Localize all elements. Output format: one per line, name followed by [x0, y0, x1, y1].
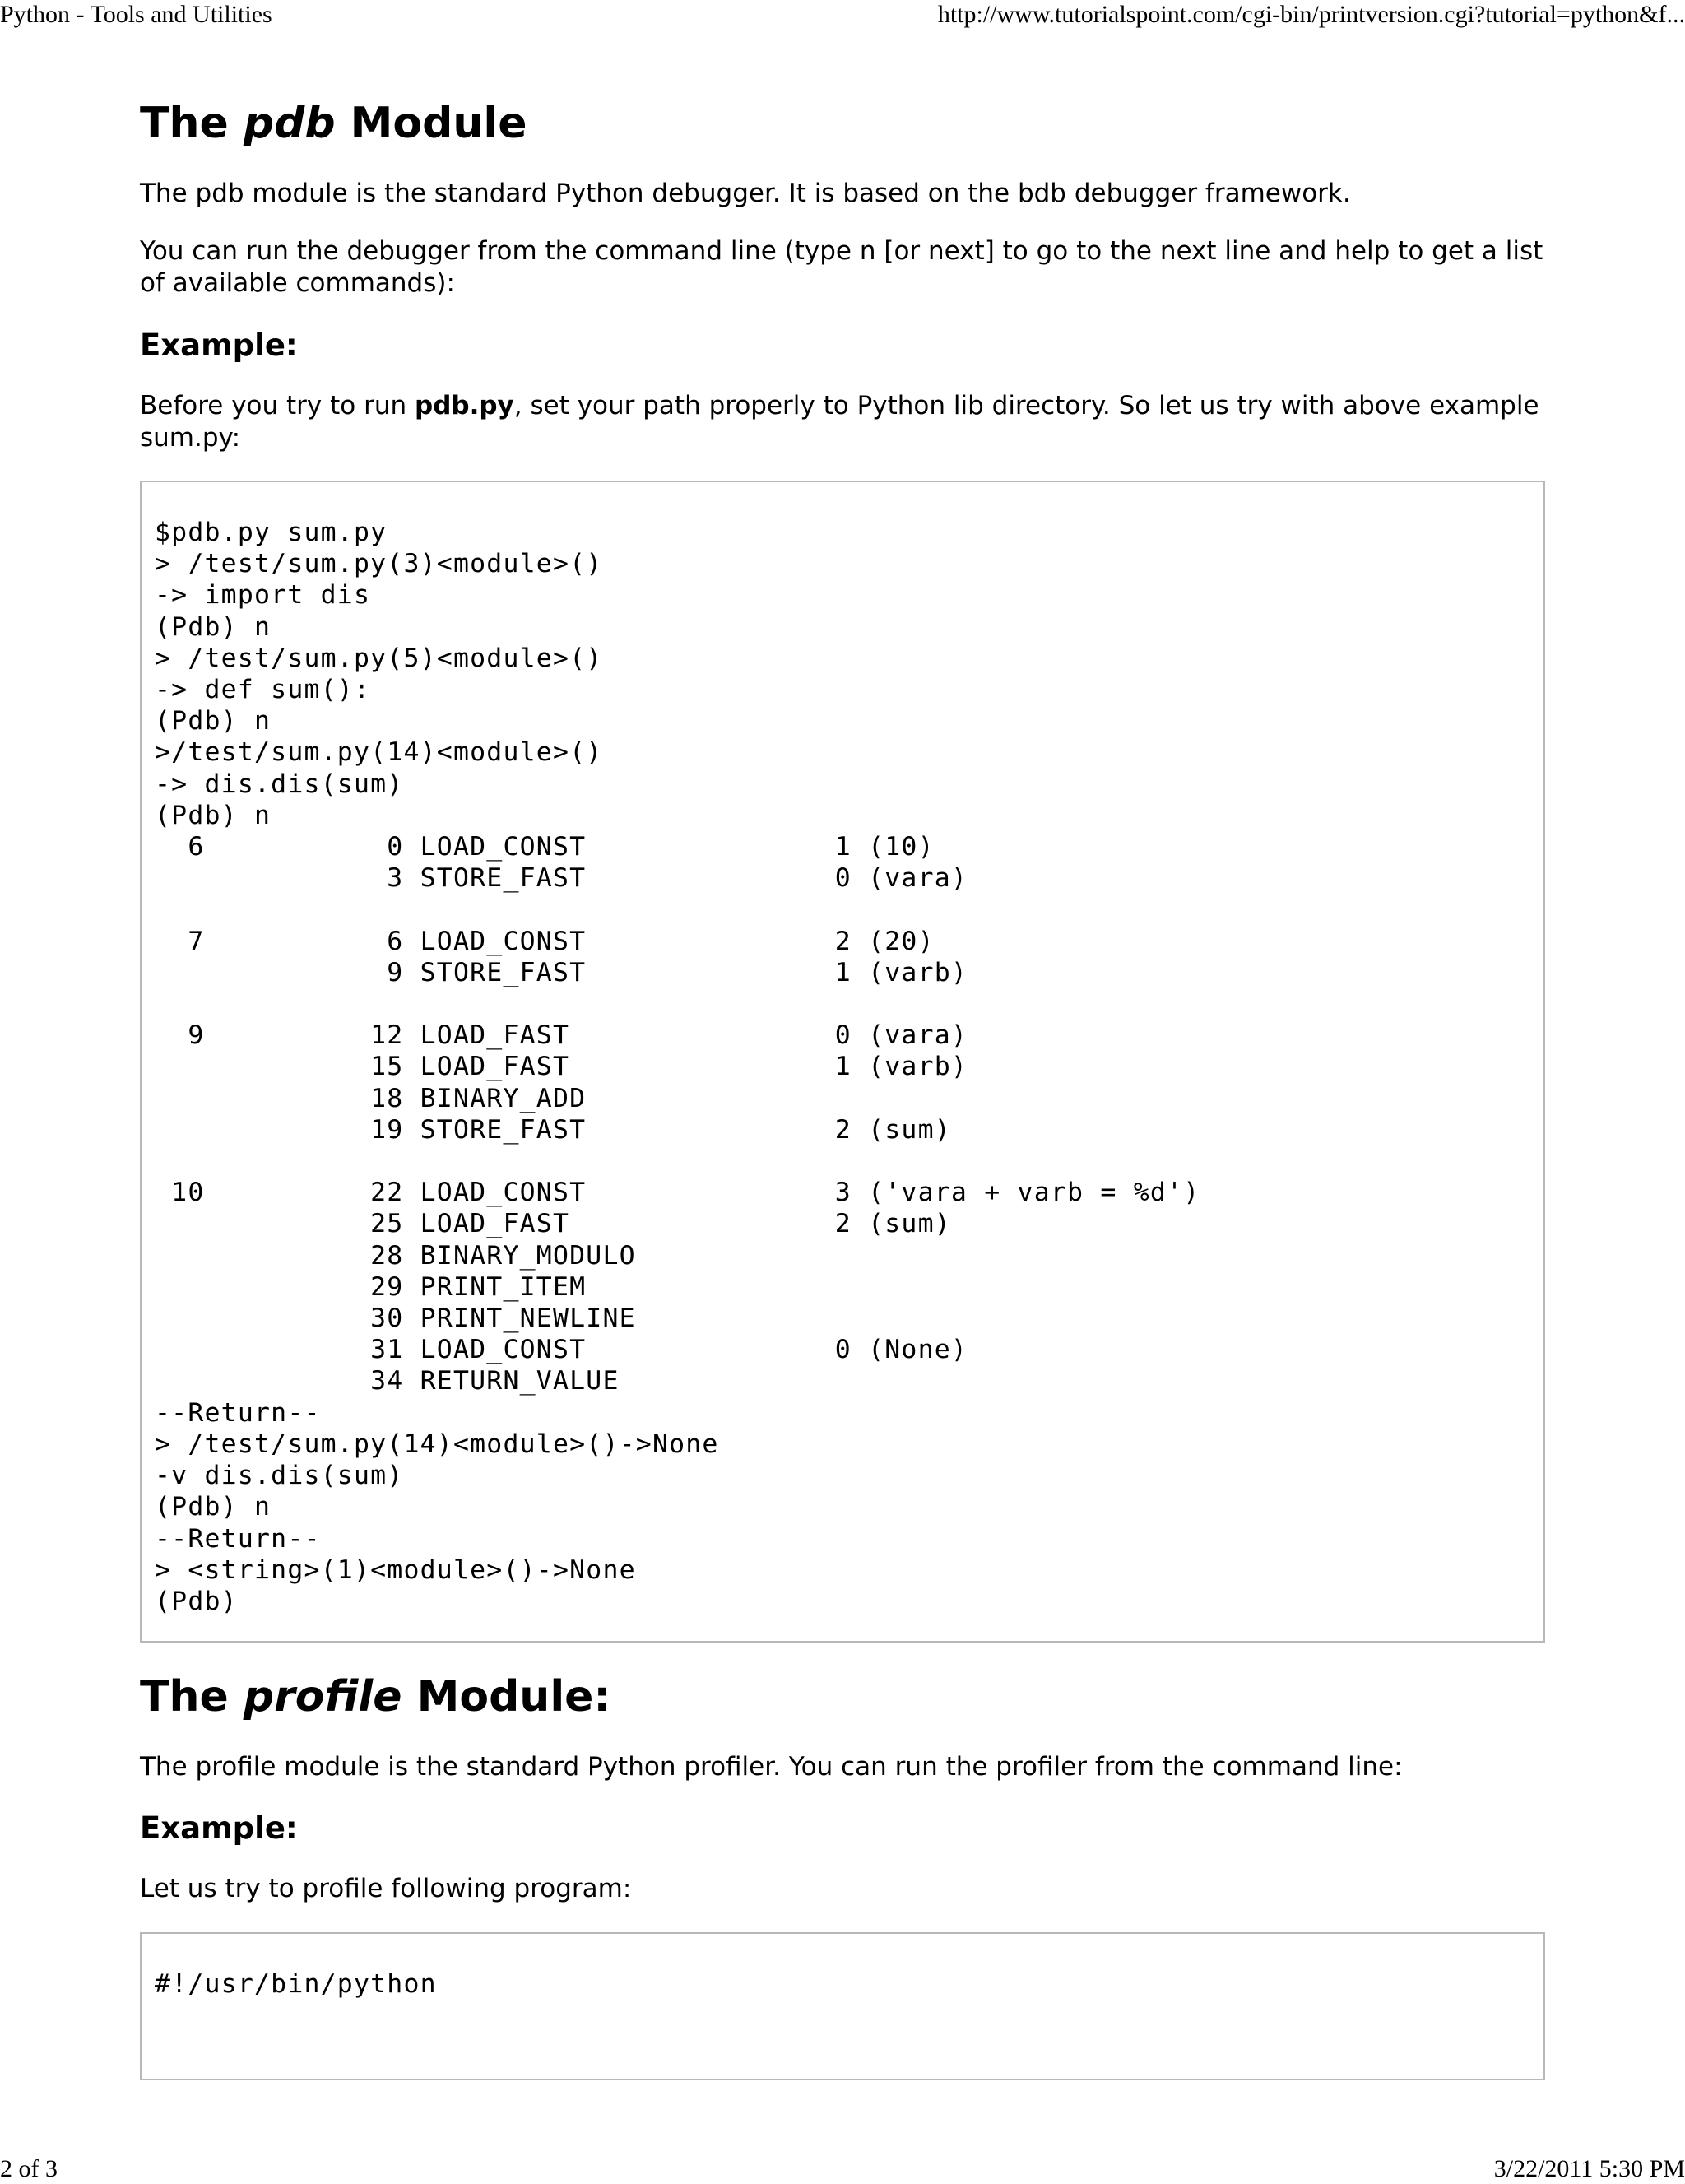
- profile-code-block: [140, 1932, 1545, 2080]
- pdb-example-text-post: , set your path properly to Python lib directory. So let us try with above example sum.py:: [140, 391, 1539, 453]
- pdb-code-block: [140, 481, 1545, 1643]
- profile-title-post: Module:: [402, 1672, 611, 1722]
- pdb-example-heading: Example:: [140, 328, 298, 363]
- pdb-intro-paragraph: The pdb module is the standard Python debugger. It is based on the bdb debugger framework.: [140, 179, 1351, 208]
- profile-title-em: profile: [243, 1672, 402, 1722]
- pdb-title-pre: The: [140, 99, 244, 148]
- profile-example-heading: Example:: [140, 1810, 298, 1846]
- page-number: 2 of 3: [0, 2155, 58, 2182]
- profile-intro-paragraph: The profile module is the standard Python profiler. You can run the profiler from the command line:: [140, 1752, 1403, 1782]
- profile-section-title: [140, 1671, 610, 1723]
- print-header-title: Python - Tools and Utilities: [0, 1, 272, 28]
- pdb-usage-paragraph: You can run the debugger from the command line (type n [or next] to go to the next line and help to get a list of available commands):: [140, 236, 1543, 298]
- profile-title-pre: The: [140, 1672, 244, 1722]
- pdb-title-post: Module: [335, 99, 527, 148]
- profile-example-paragraph: Let us try to profile following program:: [140, 1874, 632, 1903]
- pdb-example-paragraph: [140, 390, 1548, 454]
- pdb-code-text: $pdb.py sum.py > /test/sum.py(3)<module>() -> import dis (Pdb) n > /test/sum.py(5)<module>() -> def sum(): (Pdb) n >/test/sum.py(14)<module>() -> dis.dis(sum) (Pdb) n 6 0 LOAD_CONST 1 (10) 3 STORE_FAST 0 (vara) 7 6 LOAD_CONST 2 (20) 9 STORE_FAST 1 (varb) 9 12 LOAD_FAST 0 (vara) 15 LOAD_FAST 1 (varb) 18 BINARY_ADD 19 STORE_FAST 2 (sum) 10 22 LOAD_CONST 3 ('vara + varb = %d') 25 LOAD_FAST 2 (sum) 28 BINARY_MODULO 29 PRINT_ITEM 30 PRINT_NEWLINE 31 LOAD_CONST 0 (None) 34 RETURN_VALUE --Return-- > /test/sum.py(14)<module>()->None -v dis.dis(sum) (Pdb) n --Return-- > <string>(1)<module>()->None (Pdb): [155, 518, 1200, 1616]
- profile-code-text: #!/usr/bin/python: [155, 1969, 437, 1999]
- pdb-title-em: pdb: [243, 99, 336, 148]
- pdb-example-text-pre: Before you try to run: [140, 391, 415, 421]
- pdb-example-filename: pdb.py: [415, 391, 514, 421]
- pdb-section-title: [140, 97, 527, 150]
- print-timestamp: 3/22/2011 5:30 PM: [1493, 2155, 1685, 2182]
- print-header-url: http://www.tutorialspoint.com/cgi-bin/printversion.cgi?tutorial=python&f...: [937, 1, 1685, 28]
